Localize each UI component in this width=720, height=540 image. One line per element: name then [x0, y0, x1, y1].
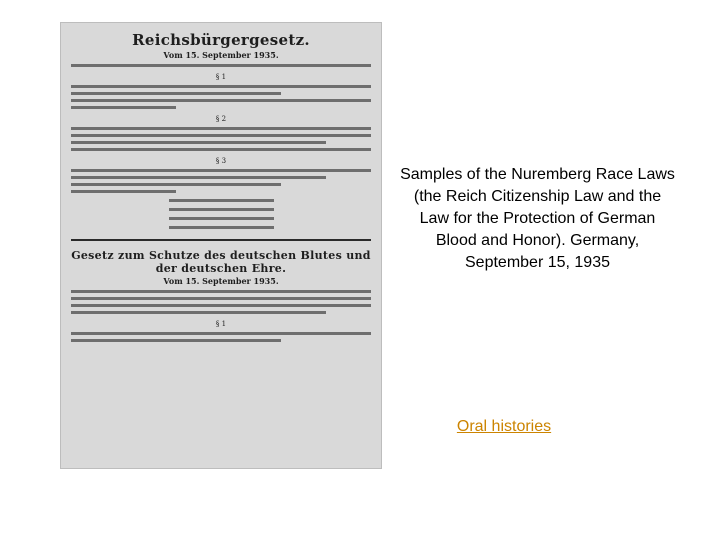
text-line [71, 339, 281, 342]
text-line [71, 127, 371, 130]
text-line [71, 99, 371, 102]
section-divider [71, 239, 371, 241]
law2-title: Gesetz zum Schutze des deutschen Blutes und der deutschen Ehre. [71, 249, 371, 275]
paragraph-mark: § 1 [215, 73, 227, 81]
text-line [169, 226, 274, 229]
nuremberg-laws-document-image [60, 22, 382, 469]
paragraph-mark: § 1 [215, 320, 227, 328]
text-line [169, 199, 274, 202]
text-line [71, 85, 371, 88]
text-line [71, 311, 326, 314]
signature-block [71, 199, 371, 229]
law1-date: Vom 15. September 1935. [163, 50, 279, 60]
paragraph-mark: § 3 [215, 157, 227, 165]
text-line [71, 183, 281, 186]
law1-title: Reichsbürgergesetz. [132, 31, 310, 49]
text-line [169, 217, 274, 220]
text-line [71, 190, 176, 193]
text-line [71, 304, 371, 307]
oral-histories-link[interactable]: Oral histories [456, 418, 552, 435]
text-line [71, 106, 176, 109]
text-line [71, 141, 326, 144]
text-line [71, 290, 371, 293]
text-line [169, 208, 274, 211]
text-line [71, 176, 326, 179]
text-line [71, 332, 371, 335]
text-line [71, 169, 371, 172]
text-line [71, 92, 281, 95]
text-line [71, 297, 371, 300]
law2-date: Vom 15. September 1935. [163, 276, 279, 286]
paragraph-mark: § 2 [215, 115, 227, 123]
image-caption: Samples of the Nuremberg Race Laws (the Reich Citizenship Law and the Law for the Protection of German Blood and Honor). Germany, September 15, 1935 [400, 166, 675, 271]
text-line [71, 134, 371, 137]
text-line [71, 64, 371, 67]
text-line [71, 148, 371, 151]
